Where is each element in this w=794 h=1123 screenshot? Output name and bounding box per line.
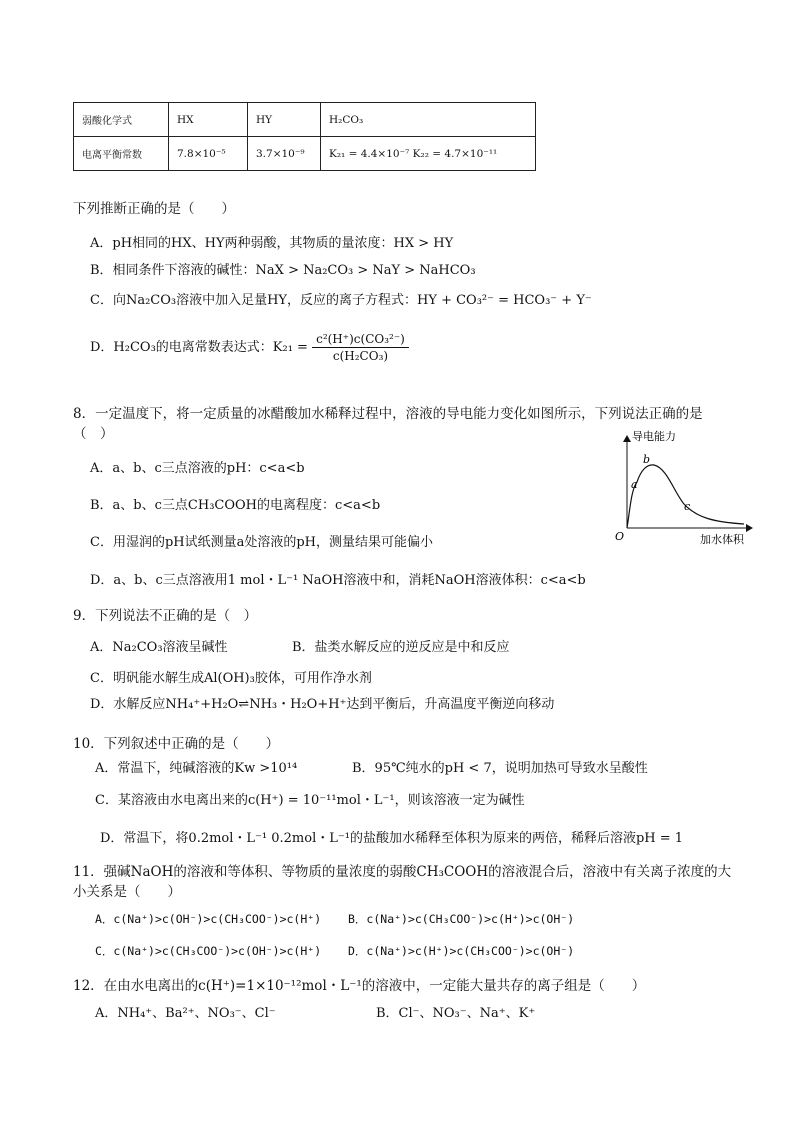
table-cell: 7.8×10⁻⁵ [169, 137, 248, 171]
q9-option-b: B．盐类水解反应的逆反应是中和反应 [292, 640, 510, 655]
q8-stem-line2: （ ） [73, 426, 114, 442]
q12-stem: 12．在由水电离出的c(H⁺)=1×10⁻¹²mol・L⁻¹的溶液中，一定能大量共存的离子组是（ ） [73, 978, 646, 994]
table-cell: HX [169, 103, 248, 137]
q7-stem: 下列推断正确的是（ ） [73, 201, 235, 217]
fraction-numerator: c²(H⁺)c(CO₃²⁻) [312, 332, 409, 348]
table-cell: 3.7×10⁻⁹ [248, 137, 321, 171]
q9-option-d: D．水解反应NH₄⁺+H₂O⇌NH₃・H₂O+H⁺达到平衡后，升高温度平衡逆向移动 [90, 697, 555, 712]
q8-option-c: C．用湿润的pH试纸测量a处溶液的pH，测量结果可能偏小 [90, 535, 434, 550]
q12-option-a: A．NH₄⁺、Ba²⁺、NO₃⁻、Cl⁻ [95, 1006, 276, 1021]
table-row [74, 103, 536, 137]
fraction-denominator: c(H₂CO₃) [332, 349, 389, 363]
q7-option-b: B．相同条件下溶液的碱性：NaX > Na₂CO₃ > NaY > NaHCO₃ [90, 263, 476, 278]
conductivity-graph [612, 430, 762, 548]
q10-option-a: A．常温下，纯碱溶液的Kw >10¹⁴ [95, 761, 298, 776]
x-axis-label: 加水体积 [700, 533, 744, 546]
origin-label: O [615, 530, 625, 543]
q7-option-d-prefix: D．H₂CO₃的电离常数表达式：K₂₁ = [90, 340, 308, 355]
q7-option-a: A．pH相同的HX、HY两种弱酸，其物质的量浓度：HX > HY [90, 236, 454, 251]
q7-option-c: C．向Na₂CO₃溶液中加入足量HY，反应的离子方程式：HY + CO₃²⁻ = HCO₃⁻ + Y⁻ [90, 293, 592, 308]
q11-option-b: B．c(Na⁺)>c(CH₃COO⁻)>c(H⁺)>c(OH⁻) [348, 912, 575, 926]
q10-option-d: D．常温下，将0.2mol・L⁻¹ 0.2mol・L⁻¹的盐酸加水稀释至体积为原来的两倍，稀释后溶液pH = 1 [100, 831, 684, 846]
q11-option-c: C．c(Na⁺)>c(CH₃COO⁻)>c(OH⁻)>c(H⁺) [95, 944, 322, 958]
ionization-constant-table [73, 102, 536, 171]
q10-option-b: B．95℃纯水的pH < 7，说明加热可导致水呈酸性 [352, 761, 648, 776]
q8-option-a: A．a、b、c三点溶液的pH：c<a<b [90, 461, 305, 476]
table-cell: 电离平衡常数 [74, 137, 169, 171]
q11-option-d: D．c(Na⁺)>c(H⁺)>c(CH₃COO⁻)>c(OH⁻) [348, 944, 575, 958]
q10-option-c: C．某溶液由水电离出来的c(H⁺) = 10⁻¹¹mol・L⁻¹，则该溶液一定为碱性 [95, 793, 525, 808]
q8-option-d: D．a、b、c三点溶液用1 mol・L⁻¹ NaOH溶液中和，消耗NaOH溶液体积：c<a<b [90, 573, 586, 588]
q11-stem-line2: 小关系是（ ） [73, 884, 181, 900]
q7-option-d [90, 332, 409, 363]
q11-stem-line1: 11．强碱NaOH的溶液和等体积、等物质的量浓度的弱酸CH₃COOH的溶液混合后，溶液中有关离子浓度的大 [73, 864, 732, 880]
q10-stem: 10．下列叙述中正确的是（ ） [73, 736, 280, 752]
table-cell: K₂₁ = 4.4×10⁻⁷ K₂₂ = 4.7×10⁻¹¹ [321, 137, 536, 171]
point-b-label: b [643, 453, 651, 466]
q9-option-c: C．明矾能水解生成Al(OH)₃胶体，可用作净水剂 [90, 671, 372, 686]
table-cell: HY [248, 103, 321, 137]
q8-stem-line1: 8．一定温度下，将一定质量的冰醋酸加水稀释过程中，溶液的导电能力变化如图所示，下列说法正确的是 [73, 406, 703, 422]
q9-stem: 9．下列说法不正确的是（ ） [73, 608, 258, 624]
q8-option-b: B．a、b、c三点CH₃COOH的电离程度：c<a<b [90, 498, 381, 513]
point-a-label: a [631, 478, 638, 491]
conductivity-curve [627, 465, 744, 528]
y-axis-label: 导电能力 [632, 430, 676, 443]
point-c-label: c [684, 500, 691, 513]
q12-option-b: B．Cl⁻、NO₃⁻、Na⁺、K⁺ [376, 1006, 536, 1021]
q7-option-d-fraction [312, 332, 409, 363]
q11-option-a: A．c(Na⁺)>c(OH⁻)>c(CH₃COO⁻)>c(H⁺) [95, 912, 322, 926]
table-row [74, 137, 536, 171]
table-cell: H₂CO₃ [321, 103, 536, 137]
q9-option-a: A．Na₂CO₃溶液呈碱性 [90, 640, 228, 655]
table-cell: 弱酸化学式 [74, 103, 169, 137]
